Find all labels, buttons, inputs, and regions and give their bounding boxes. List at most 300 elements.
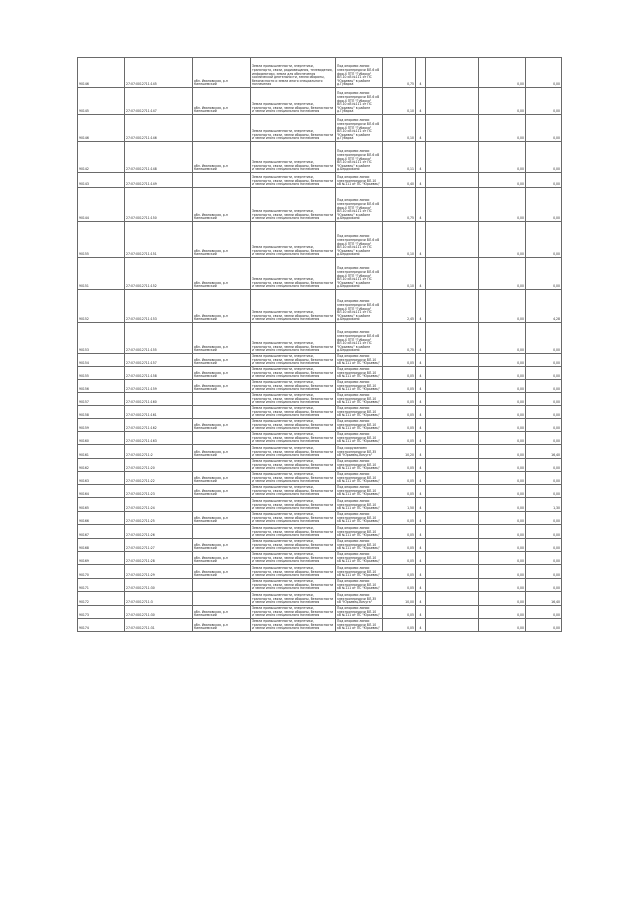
permitted-use-cell — [336, 258, 383, 290]
row-id — [78, 512, 125, 525]
unit-cell-text: 4 — [419, 361, 422, 366]
row-id — [78, 173, 125, 188]
value-2-cell — [526, 222, 562, 258]
area-cell-text: 0,05 — [407, 586, 414, 591]
land-category-cell — [251, 579, 336, 592]
value-1-cell — [479, 419, 526, 432]
value-2-cell-text: 0,00 — [553, 613, 560, 618]
unit-cell-text: 4 — [419, 109, 422, 114]
value-2-cell-text: 0,00 — [553, 374, 560, 379]
unit-cell-text: 4 — [419, 167, 422, 172]
area-cell — [383, 290, 416, 323]
value-2-cell — [526, 459, 562, 472]
cadastral-number — [125, 393, 193, 406]
area-cell — [383, 459, 416, 472]
area-cell-text: 0,05 — [407, 519, 414, 524]
value-2-cell — [526, 445, 562, 459]
value-2-cell-text: 0,00 — [553, 559, 560, 564]
unit-cell — [416, 58, 426, 88]
area-cell-text: 0,05 — [407, 479, 414, 484]
unit-cell-text: 4 — [419, 519, 422, 524]
empty-cell — [426, 367, 479, 380]
cadastral-number-text: 27:07:0012711:30 — [126, 613, 155, 618]
value-2-cell — [526, 115, 562, 142]
area-cell — [383, 498, 416, 512]
row-id — [78, 290, 125, 323]
cadastral-number-text: 27:07:0012711:152 — [126, 284, 157, 289]
value-2-cell-text: 0,00 — [553, 167, 560, 172]
value-1-cell — [479, 88, 526, 115]
value-1-cell — [479, 606, 526, 619]
address-cell — [193, 173, 251, 188]
row-id-text: 90162 — [79, 466, 89, 471]
permitted-use-cell — [336, 485, 383, 498]
empty-cell — [426, 592, 479, 606]
area-cell-text: 0,05 — [407, 387, 414, 392]
empty-cell — [426, 485, 479, 498]
unit-cell-text: 4 — [419, 453, 422, 458]
unit-cell-text: 4 — [419, 252, 422, 257]
value-1-cell — [479, 432, 526, 445]
table-row — [78, 472, 562, 485]
area-cell — [383, 115, 416, 142]
empty-cell — [426, 323, 479, 354]
land-category-cell — [251, 606, 336, 619]
land-category-cell — [251, 498, 336, 512]
cadastral-number-text: 27:07:0012711:153 — [126, 317, 157, 322]
row-id-text: 90166 — [79, 519, 89, 524]
empty-cell — [426, 498, 479, 512]
land-category-cell-text: Земли промышленности, энергетики, транспорта, связи, земли обороны, безопасности и земли иного специального назначения — [252, 446, 334, 458]
permitted-use-cell-text: Под опорами линии электропередачи ВЛ-6 кВ фид.4 ПТП "Губарка" ВЛ-10 кВ №111 от ПС "Юрьевец" в районе д.Бердюжино — [337, 330, 380, 353]
empty-cell — [426, 459, 479, 472]
value-1-cell-text: 0,00 — [517, 533, 524, 538]
address-cell-text: обл. Ивановская, р-н Кинешемский — [194, 609, 228, 618]
row-id-text: 90157 — [79, 400, 89, 405]
permitted-use-cell-text: Под опорами линии электропередачи ВЛ-10 кВ №111 от ПС "Юрьевец" — [337, 552, 380, 564]
row-id — [78, 552, 125, 565]
row-id — [78, 525, 125, 539]
cadastral-number-text: 27:07:0012711:23 — [126, 492, 155, 497]
row-id — [78, 115, 125, 142]
land-category-cell-text: Земли промышленности, энергетики, транспорта, связи, земли обороны, безопасности и земли иного специального назначения — [252, 380, 334, 392]
value-1-cell — [479, 354, 526, 367]
unit-cell — [416, 380, 426, 393]
unit-cell — [416, 606, 426, 619]
value-1-cell — [479, 579, 526, 592]
address-cell — [193, 323, 251, 354]
land-category-cell-text: Земли промышленности, энергетики, транспорта, связи, земли обороны, безопасности и земли иного специального назначения — [252, 619, 334, 631]
address-cell — [193, 290, 251, 323]
area-cell — [383, 579, 416, 592]
row-id-text: 90161 — [79, 453, 89, 458]
row-id-text: 90170 — [79, 573, 89, 578]
land-category-cell — [251, 419, 336, 432]
row-id-text: 90174 — [79, 626, 89, 631]
value-2-cell-text: 0,00 — [553, 573, 560, 578]
empty-cell — [426, 173, 479, 188]
unit-cell — [416, 579, 426, 592]
permitted-use-cell — [336, 406, 383, 419]
value-1-cell-text: 0,00 — [517, 519, 524, 524]
value-1-cell-text: 0,00 — [517, 479, 524, 484]
area-cell-text: 0,05 — [407, 400, 414, 405]
unit-cell-text: 4 — [419, 600, 422, 605]
row-id-text: 90151 — [79, 284, 89, 289]
area-cell-text: 0,05 — [407, 533, 414, 538]
cadastral-number-text: 27:07:0012711:30 — [126, 586, 155, 591]
permitted-use-cell-text: Под опорами линии электропередачи ВЛ-10 кВ №111 от ПС "Юрьевец" — [337, 472, 380, 484]
cadastral-number — [125, 525, 193, 539]
value-1-cell-text: 0,00 — [517, 613, 524, 618]
value-1-cell-text: 0,00 — [517, 546, 524, 551]
cadastral-number — [125, 445, 193, 459]
row-id — [78, 619, 125, 632]
row-id — [78, 367, 125, 380]
permitted-use-cell-text: Под опорами линии электропередачи ВЛ-10 кВ №111 от ПС "Юрьевец" — [337, 432, 380, 444]
cadastral-number — [125, 432, 193, 445]
value-2-cell — [526, 367, 562, 380]
permitted-use-cell — [336, 459, 383, 472]
table-row — [78, 512, 562, 525]
value-2-cell — [526, 472, 562, 485]
land-category-cell-text: Земли промышленности, энергетики, транспорта, связи, земли обороны, безопасности и земли иного специального назначения — [252, 432, 334, 444]
value-2-cell-text: 4,28 — [553, 317, 560, 322]
address-cell-text: обл. Ивановская, р-н Кинешемский — [194, 280, 228, 289]
empty-cell — [426, 188, 479, 222]
permitted-use-cell-text: Под опорами линии электропередачи ВЛ-10 кВ №111 от ПС "Юрьевец" — [337, 539, 380, 551]
permitted-use-cell — [336, 445, 383, 459]
unit-cell — [416, 115, 426, 142]
unit-cell — [416, 88, 426, 115]
unit-cell — [416, 539, 426, 552]
row-id — [78, 606, 125, 619]
land-category-cell-text: Земли промышленности, энергетики, транспорта, связи, земли обороны, безопасности и земли иного специального назначения — [252, 593, 334, 605]
address-cell — [193, 459, 251, 472]
unit-cell — [416, 472, 426, 485]
table-row — [78, 498, 562, 512]
value-1-cell — [479, 367, 526, 380]
land-plots-table — [77, 57, 562, 632]
cadastral-number — [125, 552, 193, 565]
land-category-cell-text: Земли промышленности, энергетики, транспорта, связи, земли обороны, безопасности и земли иного специального назначения — [252, 566, 334, 578]
permitted-use-cell — [336, 58, 383, 88]
land-category-cell-text: Земли промышленности, энергетики, транспорта, связи, земли обороны, безопасности и земли иного специального назначения — [252, 354, 334, 366]
cadastral-number-text: 27:07:0012711:150 — [126, 216, 157, 221]
unit-cell-text: 4 — [419, 426, 422, 431]
value-2-cell — [526, 380, 562, 393]
unit-cell-text: 4 — [419, 182, 422, 187]
land-category-cell — [251, 367, 336, 380]
address-cell — [193, 579, 251, 592]
value-1-cell — [479, 619, 526, 632]
land-category-cell-text: Земли промышленности, энергетики, транспорта, связи, земли обороны, безопасности и земли иного специального назначения — [252, 310, 334, 322]
area-cell — [383, 512, 416, 525]
permitted-use-cell-text: Под опорами линии электропередачи ВЛ-6 кВ фид.4 ПТП "Губарка" ВЛ-10 кВ №111 от ПС "Юрьевец" в районе д.Бердюжино — [337, 149, 380, 172]
cadastral-number — [125, 380, 193, 393]
row-id-text: 90145 — [79, 109, 89, 114]
address-cell-text: обл. Ивановская, р-н Кинешемский — [194, 449, 228, 458]
empty-cell — [426, 406, 479, 419]
area-cell-text: 0,05 — [407, 573, 414, 578]
permitted-use-cell-text: Под опорами линии электропередачи ВЛ-10 кВ №111 от ПС "Юрьевец" — [337, 512, 380, 524]
address-cell — [193, 539, 251, 552]
row-id — [78, 485, 125, 498]
land-category-cell — [251, 565, 336, 579]
address-cell-text: обл. Ивановская, р-н Кинешемский — [194, 212, 228, 221]
value-2-cell — [526, 354, 562, 367]
table-row — [78, 445, 562, 459]
permitted-use-cell-text: Под опорами линии электропередачи ВЛ-10 кВ №111 от ПС "Юрьевец" — [337, 419, 380, 431]
land-category-cell-text: Земли промышленности, энергетики, транспорта, связи, земли обороны, безопасности и земли иного специального назначения — [252, 245, 334, 257]
row-id — [78, 142, 125, 173]
permitted-use-cell-text: Под опорами линии электропередачи ВЛ-35 кВ "Юрьевец-Вичуга" — [337, 593, 377, 605]
address-cell — [193, 58, 251, 88]
area-cell-text: 10,00 — [405, 600, 414, 605]
permitted-use-cell-text: Под опорами линии электропередачи ВЛ-10 кВ №111 от ПС "Юрьевец" — [337, 354, 380, 366]
land-category-cell-text: Земли промышленности, энергетики, транспорта, связи, земли обороны, безопасности и земли иного специального назначения — [252, 512, 334, 524]
area-cell — [383, 323, 416, 354]
permitted-use-cell-text: Под опорами линии электропередачи ВЛ-10 кВ №111 от ПС "Юрьевец" — [337, 526, 380, 538]
permitted-use-cell — [336, 525, 383, 539]
unit-cell — [416, 419, 426, 432]
row-id-text: 90152 — [79, 317, 89, 322]
row-id — [78, 445, 125, 459]
value-1-cell-text: 0,00 — [517, 492, 524, 497]
unit-cell-text: 4 — [419, 573, 422, 578]
table-row — [78, 367, 562, 380]
permitted-use-cell-text: Под опорами линии электропередачи ВЛ-6 кВ фид.4 ПТП "Губарка" ВЛ-10 кВ №111 от ПС "Юрьевец" в районе д.Бердюжино — [337, 266, 380, 289]
row-id-text: 90143 — [79, 182, 89, 187]
land-category-cell — [251, 472, 336, 485]
row-id — [78, 188, 125, 222]
value-2-cell-text: 0,00 — [553, 479, 560, 484]
address-cell — [193, 552, 251, 565]
permitted-use-cell — [336, 565, 383, 579]
value-1-cell — [479, 525, 526, 539]
value-2-cell — [526, 58, 562, 88]
permitted-use-cell — [336, 188, 383, 222]
area-cell — [383, 142, 416, 173]
row-id — [78, 323, 125, 354]
value-2-cell-text: 0,00 — [553, 216, 560, 221]
unit-cell-text: 4 — [419, 136, 422, 141]
area-cell — [383, 432, 416, 445]
value-1-cell — [479, 565, 526, 579]
cadastral-number — [125, 579, 193, 592]
value-1-cell-text: 0,00 — [517, 252, 524, 257]
table-row — [78, 619, 562, 632]
cadastral-number-text: 27:07:0012711:147 — [126, 109, 157, 114]
land-category-cell — [251, 406, 336, 419]
cadastral-number-text: 27:07:0012711:2 — [126, 453, 153, 458]
land-category-cell — [251, 485, 336, 498]
area-cell — [383, 485, 416, 498]
address-cell-text: обл. Ивановская, р-н Кинешемский — [194, 78, 228, 87]
cadastral-number-text: 27:07:0012711:3 — [126, 600, 153, 605]
area-cell-text: 0,10 — [407, 109, 414, 114]
value-1-cell — [479, 380, 526, 393]
value-1-cell-text: 0,00 — [517, 216, 524, 221]
unit-cell-text: 4 — [419, 506, 422, 511]
cadastral-number-text: 27:07:0012711:28 — [126, 559, 155, 564]
unit-cell — [416, 552, 426, 565]
empty-cell — [426, 380, 479, 393]
value-2-cell-text: 0,00 — [553, 492, 560, 497]
table-row — [78, 188, 562, 222]
value-2-cell — [526, 142, 562, 173]
address-cell — [193, 258, 251, 290]
land-category-cell — [251, 188, 336, 222]
value-1-cell — [479, 512, 526, 525]
value-1-cell-text: 0,00 — [517, 466, 524, 471]
row-id — [78, 592, 125, 606]
area-cell-text: 0,05 — [407, 413, 414, 418]
area-cell — [383, 472, 416, 485]
address-cell-text: обл. Ивановская, р-н Кинешемский — [194, 542, 228, 551]
value-2-cell — [526, 579, 562, 592]
unit-cell-text: 4 — [419, 586, 422, 591]
cadastral-number — [125, 115, 193, 142]
address-cell — [193, 512, 251, 525]
address-cell-text: обл. Ивановская, р-н Кинешемский — [194, 622, 228, 631]
address-cell — [193, 606, 251, 619]
value-1-cell — [479, 188, 526, 222]
value-2-cell-text: 0,00 — [553, 413, 560, 418]
land-category-cell-text: Земли промышленности, энергетики, транспорта, связи, земли обороны, безопасности и земли иного специального назначения — [252, 419, 334, 431]
permitted-use-cell — [336, 512, 383, 525]
cadastral-number-text: 27:07:0012711:151 — [126, 252, 157, 257]
land-category-cell — [251, 592, 336, 606]
land-category-cell-text: Земли промышленности, энергетики, транспорта, связи, земли обороны, безопасности и земли иного специального назначения — [252, 406, 334, 418]
cadastral-number-text: 27:07:0012711:20 — [126, 466, 155, 471]
table-row — [78, 88, 562, 115]
unit-cell-text: 4 — [419, 479, 422, 484]
permitted-use-cell — [336, 619, 383, 632]
value-1-cell — [479, 222, 526, 258]
unit-cell-text: 4 — [419, 284, 422, 289]
address-cell — [193, 565, 251, 579]
land-category-cell-text: Земли промышленности, энергетики, транспорта, связи, земли обороны, безопасности и земли иного специального назначения — [252, 160, 334, 172]
cadastral-number — [125, 173, 193, 188]
land-category-cell-text: Земли промышленности, энергетики, транспорта, связи, земли обороны, безопасности и земли иного специального назначения — [252, 209, 334, 221]
cadastral-number — [125, 565, 193, 579]
value-1-cell — [479, 323, 526, 354]
address-cell — [193, 367, 251, 380]
permitted-use-cell-text: Под опорами линии электропередачи ВЛ-10 кВ №111 от ПС "Юрьевец" — [337, 619, 380, 631]
empty-cell — [426, 58, 479, 88]
row-id — [78, 579, 125, 592]
value-2-cell-text: 0,00 — [553, 284, 560, 289]
value-1-cell-text: 0,00 — [517, 439, 524, 444]
address-cell-text: обл. Ивановская, р-н Кинешемский — [194, 422, 228, 431]
area-cell — [383, 606, 416, 619]
table-row — [78, 258, 562, 290]
permitted-use-cell-text: Под опорами линии электропередачи ВЛ-10 кВ №111 от ПС "Юрьевец" — [337, 406, 380, 418]
unit-cell — [416, 406, 426, 419]
area-cell-text: 0,05 — [407, 613, 414, 618]
unit-cell — [416, 188, 426, 222]
value-2-cell — [526, 565, 562, 579]
unit-cell — [416, 459, 426, 472]
value-1-cell-text: 0,00 — [517, 136, 524, 141]
land-category-cell — [251, 58, 336, 88]
land-category-cell-text: Земли промышленности, энергетики, транспорта, связи, земли обороны, безопасности и земли иного специального назначения — [252, 606, 334, 618]
empty-cell — [426, 290, 479, 323]
row-id-text: 90164 — [79, 492, 89, 497]
unit-cell — [416, 323, 426, 354]
value-1-cell-text: 0,00 — [517, 426, 524, 431]
row-id — [78, 406, 125, 419]
table-row — [78, 58, 562, 88]
table-row — [78, 592, 562, 606]
value-1-cell — [479, 472, 526, 485]
address-cell — [193, 525, 251, 539]
area-cell — [383, 367, 416, 380]
permitted-use-cell — [336, 606, 383, 619]
address-cell — [193, 380, 251, 393]
empty-cell — [426, 142, 479, 173]
area-cell-text: 0,05 — [407, 466, 414, 471]
unit-cell-text: 4 — [419, 533, 422, 538]
row-id — [78, 88, 125, 115]
value-1-cell — [479, 485, 526, 498]
address-cell — [193, 432, 251, 445]
land-category-cell — [251, 290, 336, 323]
unit-cell — [416, 565, 426, 579]
value-1-cell-text: 0,00 — [517, 182, 524, 187]
empty-cell — [426, 512, 479, 525]
empty-cell — [426, 354, 479, 367]
land-category-cell-text: Земли промышленности, энергетики, транспорта, связи, радиовещания, телевидения, информатики, земли для обеспечения космической деятельности, земли обороны, безопасности и земли иного специального назначения — [252, 64, 333, 87]
land-category-cell — [251, 258, 336, 290]
land-category-cell — [251, 525, 336, 539]
table-row — [78, 115, 562, 142]
permitted-use-cell — [336, 88, 383, 115]
address-cell-text: обл. Ивановская, р-н Кинешемский — [194, 313, 228, 322]
empty-cell — [426, 115, 479, 142]
land-category-cell — [251, 539, 336, 552]
cadastral-number — [125, 354, 193, 367]
value-2-cell-text: 0,00 — [553, 387, 560, 392]
land-category-cell-text: Земли промышленности, энергетики, транспорта, связи, земли обороны, безопасности и земли иного специального назначения — [252, 459, 334, 471]
area-cell-text: 2,45 — [407, 317, 414, 322]
row-id-text: 90146 — [79, 82, 89, 87]
land-category-cell-text: Земли промышленности, энергетики, транспорта, связи, земли обороны, безопасности и земли иного специального назначения — [252, 526, 334, 538]
land-category-cell-text: Земли промышленности, энергетики, транспорта, связи, земли обороны, безопасности и земли иного специального назначения — [252, 539, 334, 551]
value-2-cell-text: 0,00 — [553, 533, 560, 538]
value-2-cell — [526, 290, 562, 323]
unit-cell-text: 4 — [419, 317, 422, 322]
land-category-cell — [251, 445, 336, 459]
value-1-cell — [479, 258, 526, 290]
area-cell — [383, 419, 416, 432]
value-1-cell-text: 0,00 — [517, 284, 524, 289]
cadastral-number — [125, 188, 193, 222]
area-cell — [383, 406, 416, 419]
address-cell — [193, 88, 251, 115]
value-1-cell — [479, 406, 526, 419]
area-cell — [383, 525, 416, 539]
value-1-cell-text: 0,00 — [517, 348, 524, 353]
value-2-cell-text: 0,00 — [553, 426, 560, 431]
value-2-cell-text: 0,00 — [553, 546, 560, 551]
row-id-text: 90171 — [79, 586, 89, 591]
cadastral-number — [125, 485, 193, 498]
permitted-use-cell — [336, 115, 383, 142]
unit-cell-text: 4 — [419, 374, 422, 379]
cadastral-number-text: 27:07:0012711:24 — [126, 506, 155, 511]
